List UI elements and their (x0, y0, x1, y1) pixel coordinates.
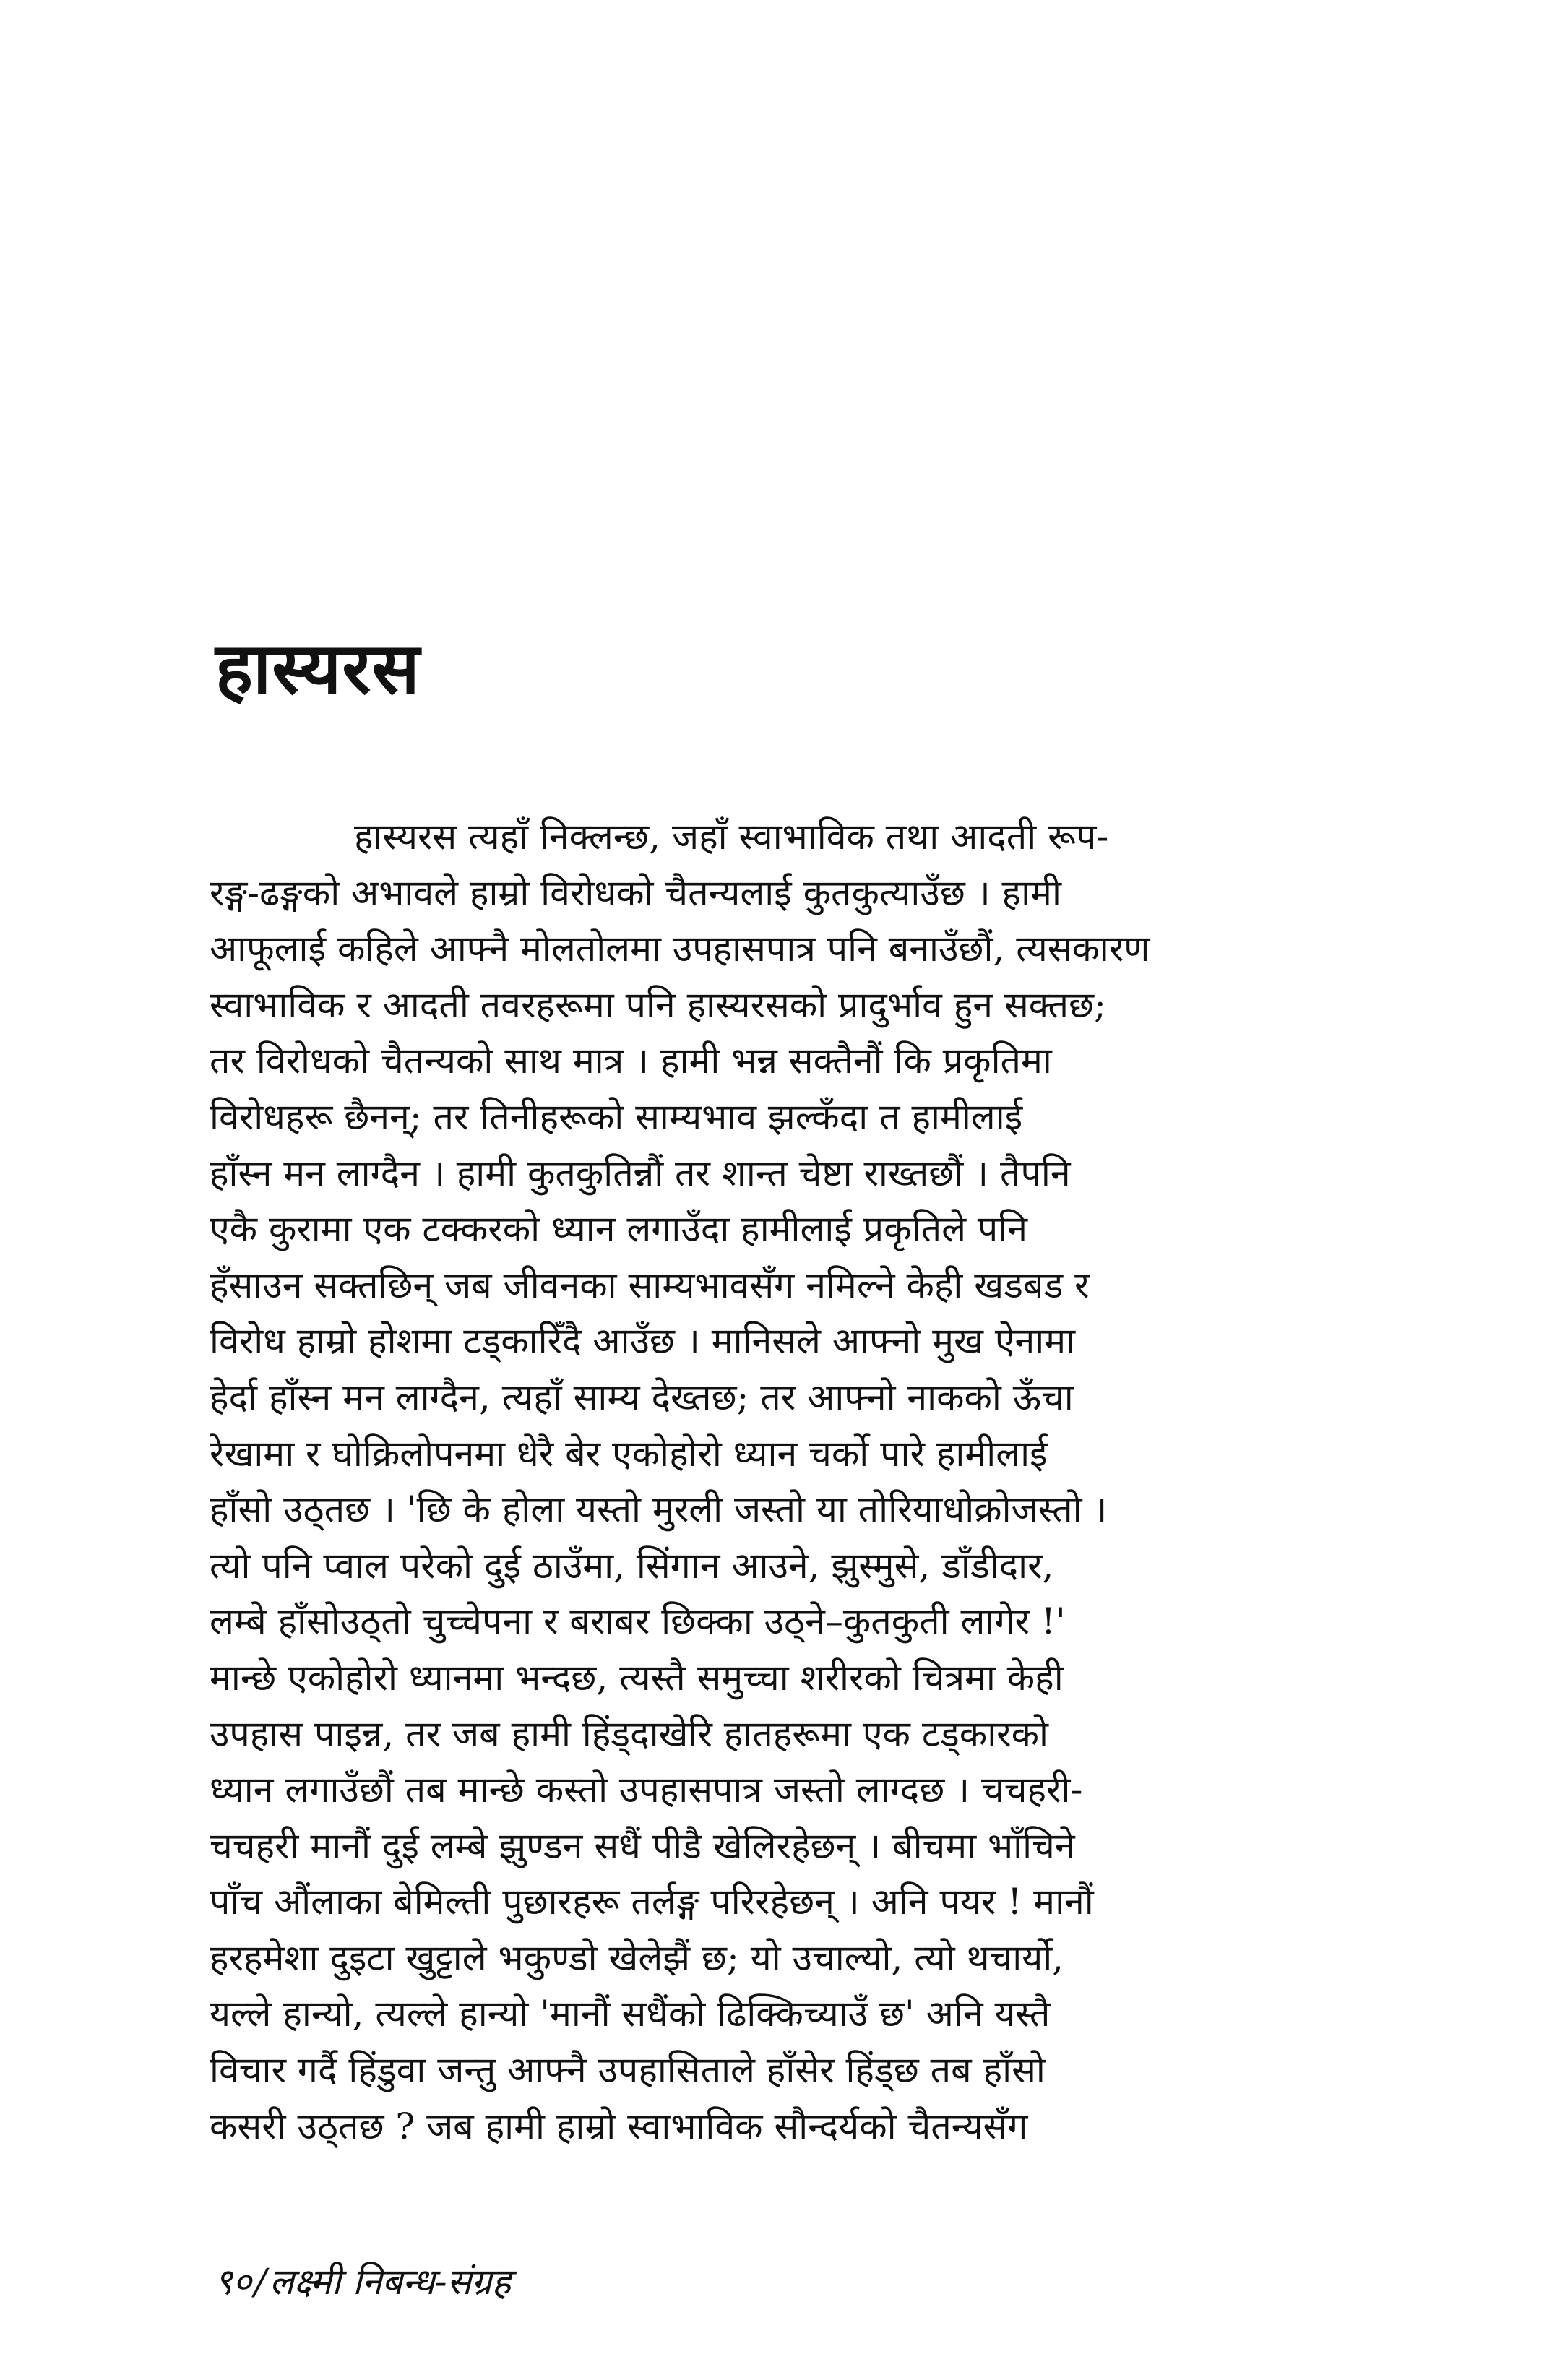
text-line: तर विरोधको चैतन्यको साथ मात्र । हामी भन्न सक्तैनौं कि प्रकृतिमा (210, 1040, 1052, 1082)
text-line: हेर्दा हाँस्न मन लाग्दैन, त्यहाँ साम्य देख्तछ; तर आफ्नो नाकको ऊँचा (210, 1376, 1074, 1418)
text-line: यल्ले हान्यो, त्यल्ले हान्यो 'मानौं सधैंको ढिक्किच्याउँ छ' अनि यस्तै (210, 1993, 1051, 2035)
text-line: कसरी उठ्तछ ? जब हामी हाम्रो स्वाभाविक सौन्दर्यको चैतन्यसँग (210, 2105, 1028, 2147)
page-footer (214, 2260, 511, 2303)
text-line: हरहमेशा दुइटा खुट्टाले भकुण्डो खेलेझैं छ; यो उचाल्यो, त्यो थचार्यो, (210, 1936, 1064, 1979)
text-line: मान्छे एकोहोरो ध्यानमा भन्दछ, त्यस्तै समुच्चा शरीरको चित्रमा केही (210, 1656, 1064, 1699)
text-line: रेखामा र घोक्रिलोपनमा धेरै बेर एकोहोरो ध्यान चर्को पारे हामीलाई (210, 1432, 1048, 1475)
text-line: त्यो पनि प्वाल परेको दुई ठाउँमा, सिंगान आउने, झुस्मुसे, डाँडीदार, (210, 1544, 1054, 1587)
body-paragraph (210, 809, 1355, 2155)
text-line: पाँच औंलाका बेमिल्ती पुछारहरू तर्लङ्ग परिरहेछन् । अनि पयर ! मानौं (210, 1881, 1094, 1923)
page-number: ९० (214, 2261, 251, 2303)
text-line: एकै कुरामा एक टक्करको ध्यान लगाउँदा हामीलाई प्रकृतिले पनि (210, 1208, 1027, 1251)
text-line: उपहास पाइन्न, तर जब हामी हिंड्दाखेरि हातहरूमा एक टड्कारको (210, 1712, 1048, 1755)
text-line: लम्बे हाँसोउठ्तो चुच्चेपना र बराबर छिक्का उठ्ने–कुतकुती लागेर !' (210, 1600, 1066, 1643)
text-line: रङ्ग-ढङ्गको अभावले हाम्रो विरोधको चैतन्यलाई कुतकुत्याउँछ । हामी (210, 871, 1061, 914)
chapter-title: हास्यरस (215, 627, 421, 710)
text-line: आफूलाई कहिले आफ्नै मोलतोलमा उपहासपात्र पनि बनाउँछौं, त्यसकारण (210, 928, 1150, 970)
text-line: विचार गर्दै हिंडुवा जन्तु आफ्नै उपहासिताले हाँसेर हिंड्छ तब हाँसो (210, 2049, 1046, 2092)
text-line: ध्यान लगाउँछौं तब मान्छे कस्तो उपहासपात्र जस्तो लाग्दछ । चचहरी- (210, 1769, 1083, 1811)
text-line: स्वाभाविक र आदती तवरहरूमा पनि हास्यरसको प्रादुर्भाव हुन सक्तछ; (210, 983, 1106, 1026)
text-line: हँसाउन सक्तछिन् जब जीवनका साम्यभावसँग नमिल्ने केही खडबड र (210, 1264, 1090, 1306)
text-line: हाँसो उठ्तछ । 'छि के होला यस्तो मुरली जस्तो या तोरियाधोक्रोजस्तो । (210, 1488, 1108, 1531)
text-line: हाँस्न मन लाग्दैन । हामी कुतकुतिन्नौं तर शान्त चेष्टा राख्तछौं । तैपनि (210, 1152, 1071, 1194)
text-line: चचहरी मानौं दुई लम्बे झुण्डन सधैं पीडै खेलिरहेछन् । बीचमा भाँचिने (210, 1824, 1075, 1867)
footer-separator: / (254, 2261, 267, 2303)
text-line: विरोधहरू छैनन्; तर तिनीहरूको साम्यभाव झल्कँदा त हामीलाई (210, 1095, 1023, 1138)
text-line: विरोध हाम्रो होशमा टड्कारिँदै आउँछ । मानिसले आफ्नो मुख ऐनामा (210, 1320, 1076, 1363)
text-line: हास्यरस त्यहाँ निक्लन्छ, जहाँ स्वाभाविक तथा आदती रूप- (354, 816, 1109, 858)
book-title: लक्ष्मी निबन्ध-संग्रह (269, 2261, 512, 2303)
